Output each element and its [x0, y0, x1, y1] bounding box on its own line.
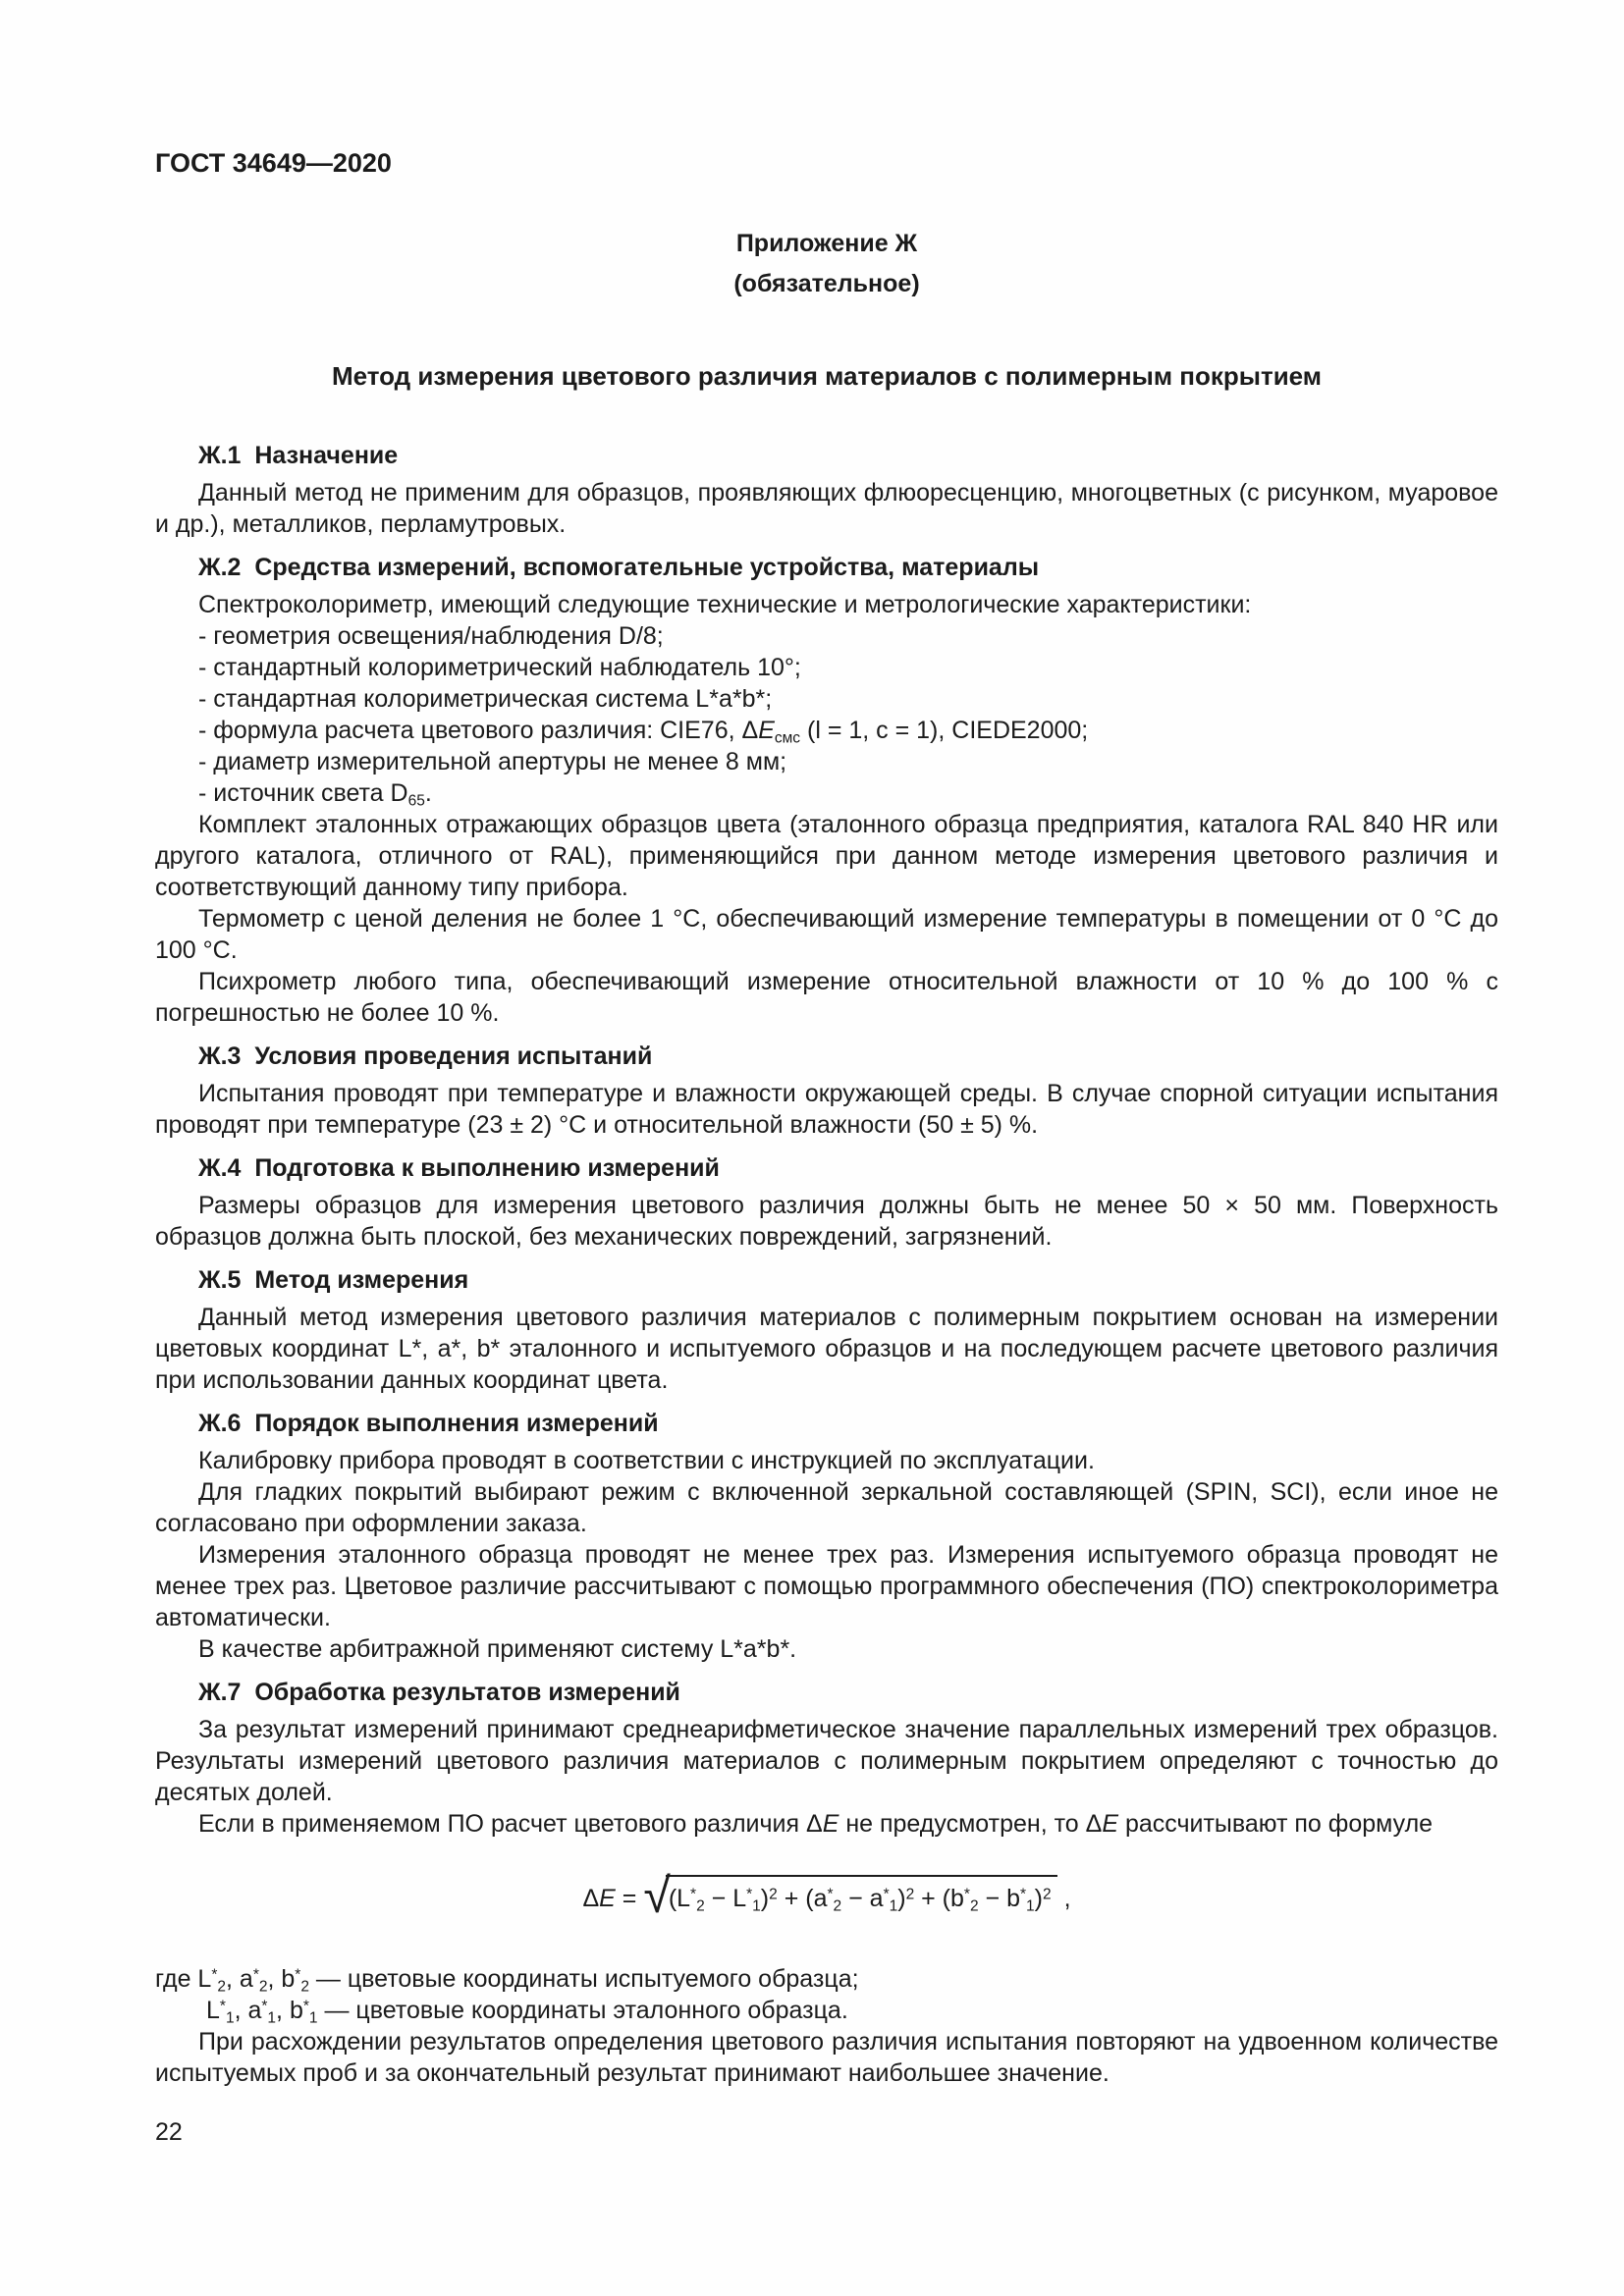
paragraph: Данный метод не применим для образцов, проявляющих флюоресценцию, многоцветных (с рисунком, муаровое и др.), металликов, перламутровых. — [155, 479, 1498, 538]
paragraph: Измерения эталонного образца проводят не менее трех раз. Измерения испытуемого образца проводят не менее трех раз. Цветовое различие рассчитывают с помощью программного обеспечения (ПО) спектроколориметра автоматически. — [155, 1541, 1498, 1631]
paragraph: Размеры образцов для измерения цветового различия должны быть не менее 50 × 50 мм. Поверхность образцов должна быть плоской, без механических повреждений, загрязнений. — [155, 1192, 1498, 1251]
formula-lhs: ΔE = — [582, 1885, 644, 1912]
section-heading-zh2: Ж.2 Средства измерений, вспомогательные устройства, материалы — [198, 554, 1040, 581]
paragraph: При расхождении результатов определения цветового различия испытания повторяют на удвоенном количестве испытуемых проб и за окончательный результат принимают наибольшее значение. — [155, 2028, 1498, 2087]
appendix-kind: (обязательное) — [733, 270, 920, 297]
section-heading-zh6: Ж.6 Порядок выполнения измерений — [198, 1410, 659, 1437]
paragraph: Если в применяемом ПО расчет цветового различия ΔE не предусмотрен, то ΔE рассчитывают по формуле — [198, 1810, 1434, 1838]
list-item: - формула расчета цветового различия: CIE76, $\Delta E_{смс}$ (l = 1, c = 1), CIEDE2000; — [198, 717, 1089, 747]
paragraph: Психрометр любого типа, обеспечивающий измерение относительной влажности от 10 % до 100 % с погрешностью не более 10 %. — [155, 968, 1498, 1027]
formula-tail: , — [1056, 1885, 1071, 1912]
appendix-title: Метод измерения цветового различия материалов с полимерным покрытием — [331, 361, 1323, 391]
paragraph: Испытания проводят при температуре и влажности окружающей среды. В случае спорной ситуации испытания проводят при температуре (23 ± 2) °С и относительной влажности (50 ± 5) %. — [155, 1080, 1498, 1139]
section-heading-zh4: Ж.4 Подготовка к выполнению измерений — [198, 1154, 720, 1182]
list-item: - геометрия освещения/наблюдения D/8; — [198, 622, 664, 650]
list-item: - стандартный колориметрический наблюдатель 10°; — [198, 654, 801, 681]
paragraph: Данный метод измерения цветового различия материалов с полимерным покрытием основан на измерении цветовых координат L*, a*, b* эталонного и испытуемого образцов и на последующем расчете цветового различия при использовании данных координат цвета. — [155, 1304, 1498, 1394]
paragraph: Спектроколориметр, имеющий следующие технические и метрологические характеристики: — [198, 591, 1252, 618]
paragraph: Комплект эталонных отражающих образцов цвета (эталонного образца предприятия, каталога RAL 840 HR или другого каталога, отличного от RAL), применяющийся при данном методе измерения цветового различия и соответствующий данному типу прибора. — [155, 811, 1498, 901]
page-number: 22 — [155, 2118, 183, 2146]
paragraph: Для гладких покрытий выбирают режим с включенной зеркальной составляющей (SPIN, SCI), если иное не согласовано при оформлении заказа. — [155, 1478, 1498, 1537]
list-item: - источник света $D_{65}$. — [198, 779, 432, 810]
formula-delta-e: $\Delta E = √(L^*_2 - L^*_1)^2 + (a^*_2 - a^*_1)^2 + (b^*_2 - b^*_1)^2$ , — [582, 1868, 1071, 1923]
appendix-label: Приложение Ж — [735, 230, 918, 257]
section-heading-zh5: Ж.5 Метод измерения — [198, 1266, 469, 1294]
list-item: - диаметр измерительной апертуры не менее 8 мм; — [198, 748, 787, 775]
formula-radicand: $(L^*_2 - L^*_1)^2 + (a^*_2 - a^*_1)^2 + (b^*_2 - b^*_1)^2$ — [666, 1875, 1057, 1914]
list-item: - стандартная колориметрическая система L*a*b*; — [198, 685, 773, 713]
section-heading-zh7: Ж.7 Обработка результатов измерений — [198, 1679, 680, 1706]
paragraph: За результат измерений принимают среднеарифметическое значение параллельных измерений трех образцов. Результаты измерений цветового различия материалов с полимерным покрытием определяют с точностью до десятых долей. — [155, 1716, 1498, 1806]
appendix-block — [155, 224, 1498, 304]
paragraph: Термометр с ценой деления не более 1 °С, обеспечивающий измерение температуры в помещении от 0 °С до 100 °С. — [155, 905, 1498, 964]
paragraph: В качестве арбитражной применяют систему L*a*b*. — [198, 1635, 797, 1663]
section-heading-zh1: Ж.1 Назначение — [198, 442, 399, 469]
doc-code: ГОСТ 34649—2020 — [155, 148, 392, 178]
paragraph: Калибровку прибора проводят в соответствии с инструкцией по эксплуатации. — [198, 1447, 1095, 1474]
section-heading-zh3: Ж.3 Условия проведения испытаний — [198, 1042, 653, 1070]
formula-where-line-1: где $L^*_2$, $a^*_2$, $b^*_2$ — цветовые координаты испытуемого образца; — [155, 1965, 859, 1996]
formula-where-line-2: $L^*_1$, $a^*_1$, $b^*_1$ — цветовые координаты эталонного образца. — [206, 1997, 848, 2027]
